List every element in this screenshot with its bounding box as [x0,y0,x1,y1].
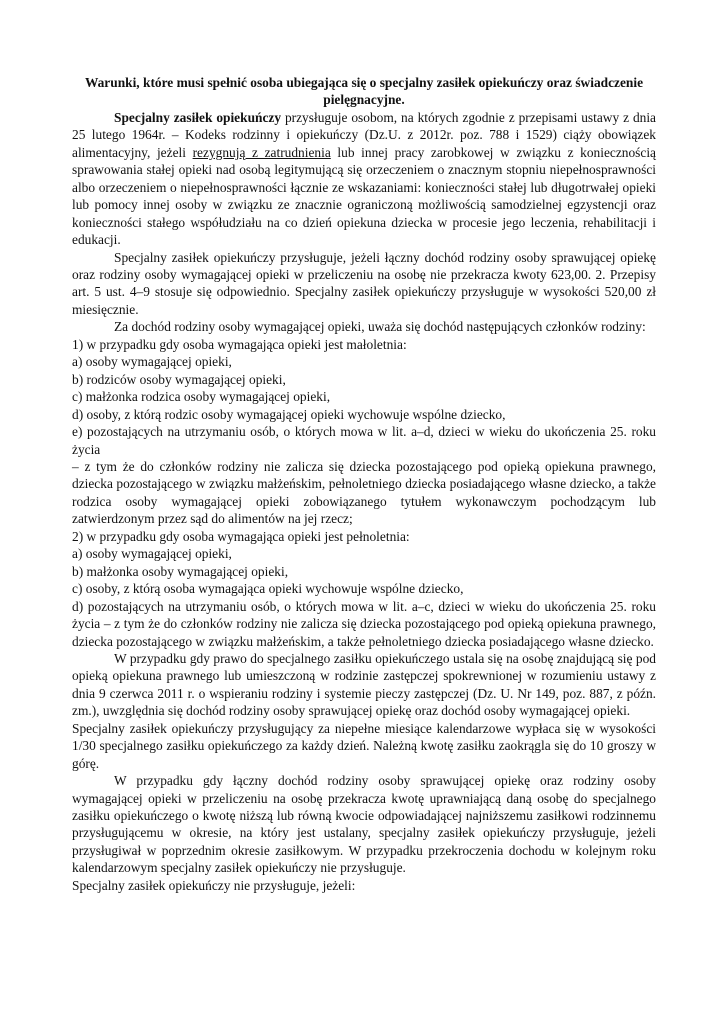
paragraph-family-income: Za dochód rodziny osoby wymagającej opieki, uważa się dochód następujących członków rodziny: [114,319,646,335]
paragraph-conditions [72,109,656,249]
document-page [72,74,656,894]
list-item: d) osoby, z którą rodzic osoby wymagającej opieki wychowuje wspólne dziecko, [72,406,506,422]
paragraph-text: przysługuje osobom, na których zgodnie z przepisami ustawy z dnia 25 lutego 1964r. – Kodeks rodzinny i opiekuńczy (Dz.U. z 2012r. poz. 788 i 1529) ciąży obowiązek alimentacyjny, jeżeli [72,109,656,160]
underlined-phrase: rezygnują z zatrudnienia [192,144,331,160]
list-item: b) małżonka osoby wymagającej opieki, [72,563,289,579]
list-exclusion: – z tym że do członków rodziny nie zalicza się dziecka pozostającego pod opieką opiekuna prawnego, dziecka pozostającego w związku małżeńskim, pełnoletniego dziecka posiadającego własne dziecko, a także rodzica osoby wymagającej opieki zobowiązanego tytułem wykonawczym pochodzącym lub zatwierdzonym przez sąd do alimentów na jej rzecz; [72,458,656,527]
list-item: a) osoby wymagającej opieki, [72,546,232,562]
paragraph-income-excess: W przypadku gdy łączny dochód rodziny osoby sprawującej opiekę oraz rodziny osoby wymagającej opieki w przeliczeniu na osobę przekracza kwotę uprawniającą daną osobę do specjalnego zasiłku opiekuńczego o kwotę niższą lub równą kwocie odpowiadającej najniższemu zasiłkowi rodzinnemu przysługującemu w okresie, na który jest ustalany, specjalny zasiłek opiekuńczy przysługuje, jeżeli przysługiwał w poprzednim okresie zasiłkowym. W przypadku przekroczenia dochodu w kolejnym roku kalendarzowym specjalny zasiłek opiekuńczy nie przysługuje. [72,773,656,876]
paragraph-income-limit: Specjalny zasiłek opiekuńczy przysługuje, jeżeli łączny dochód rodziny osoby sprawującej opiekę oraz rodziny osoby wymagającej opieki w przeliczeniu na osobę nie przekracza kwoty 623,00. 2. Przepisy art. 5 ust. 4–9 stosuje się odpowiednio. Specjalny zasiłek opiekuńczy przysługuje w wysokości 520,00 zł miesięcznie. [72,249,656,317]
paragraph-guardian: W przypadku gdy prawo do specjalnego zasiłku opiekuńczego ustala się na osobę znajdującą się pod opieką opiekuna prawnego lub umieszczoną w rodzinie zastępczej spokrewnionej w rozumieniu ustawy z dnia 9 czerwca 2011 r. o wspieraniu rodziny i systemie pieczy zastępczej (Dz. U. Nr 149, poz. 887, z późn. zm.), uwzględnia się dochód rodziny osoby sprawującej opiekę oraz dochód osoby wymagającej opieki. [72,650,656,719]
list-item: d) pozostających na utrzymaniu osób, o których mowa w lit. a–c, dzieci w wieku do ukończenia 25. roku życia – z tym że do członków rodziny nie zalicza się dziecka pozostającego pod opieką opiekuna prawnego, dziecka pozostającego w związku małżeńskim, a także pełnoletniego dziecka posiadającego własne dziecko. [72,598,656,649]
list-item: e) pozostających na utrzymaniu osób, o których mowa w lit. a–d, dzieci w wieku do ukończenia 25. roku życia [72,424,656,457]
paragraph-not-granted: Specjalny zasiłek opiekuńczy nie przysługuje, jeżeli: [72,877,356,893]
paragraph-partial-month: Specjalny zasiłek opiekuńczy przysługujący za niepełne miesiące kalendarzowe wypłaca się w wysokości 1/30 specjalnego zasiłku opiekuńczego za każdy dzień. Należną kwotę zasiłku zaokrągla się do 10 groszy w górę. [72,720,656,771]
bold-lead: Specjalny zasiłek opiekuńczy [114,109,282,125]
list-item: b) rodziców osoby wymagającej opieki, [72,371,286,387]
paragraph-text: lub innej pracy zarobkowej w związku z koniecznością sprawowania stałej opieki nad osobą legitymującą się orzeczeniem o znacznym stopniu niepełnosprawności albo orzeczeniem o niepełnosprawności łącznie ze wskazaniami: konieczności stałej lub długotrwałej opieki lub pomocy innej osoby w związku ze znacznie ograniczoną możliwością samodzielnej egzystencji oraz konieczności stałego współudziału na co dzień opiekuna dziecka w procesie jego leczenia, rehabilitacji i edukacji. [72,144,656,248]
list-heading-adult: 2) w przypadku gdy osoba wymagająca opieki jest pełnoletnia: [72,528,410,544]
list-item: c) małżonka rodzica osoby wymagającej opieki, [72,389,331,405]
list-heading-minor: 1) w przypadku gdy osoba wymagająca opieki jest małoletnia: [72,336,407,352]
list-item: c) osoby, z którą osoba wymagająca opieki wychowuje wspólne dziecko, [72,581,464,597]
list-item: a) osoby wymagającej opieki, [72,354,232,370]
document-title: Warunki, które musi spełnić osoba ubiegająca się o specjalny zasiłek opiekuńczy oraz świadczenie pielęgnacyjne. [84,75,644,108]
